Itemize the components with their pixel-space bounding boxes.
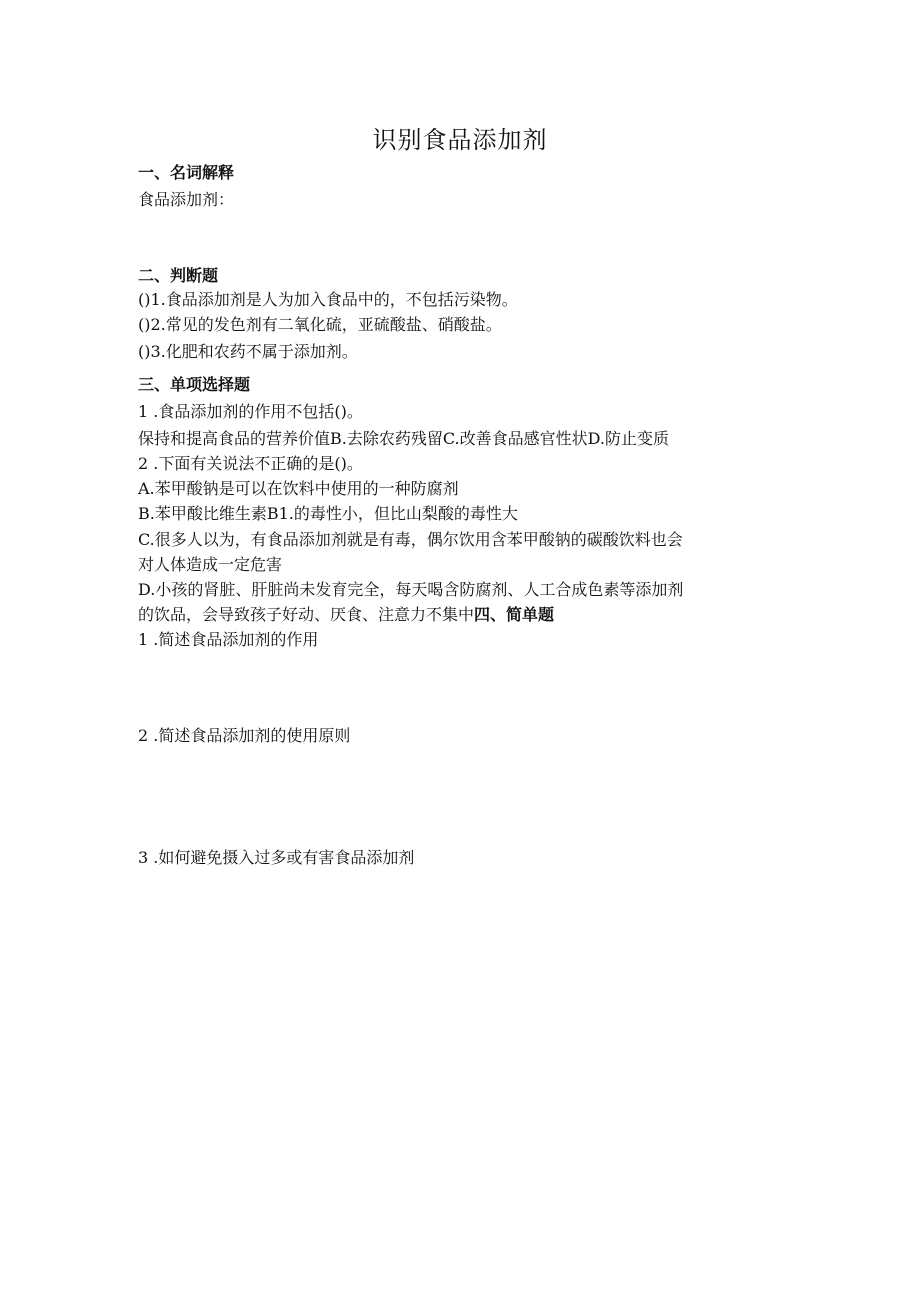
short-answer-question-3: 3 .如何避免摄入过多或有害食品添加剂 [138,848,415,867]
section-heading-short-answer: 四、简单题 [474,605,555,624]
section-heading-true-false: 二、判断题 [138,266,219,285]
choice-question-2-option-d-line-1: D.小孩的肾脏、肝脏尚未发育完全，每天喝含防腐剂、人工合成色素等添加剂 [138,580,684,599]
choice-question-2-option-c-line-2: 对人体造成一定危害 [138,555,283,574]
definition-item: 食品添加剂： [138,190,235,209]
true-false-question-2: ()2.常见的发色剂有二氧化硫，亚硫酸盐、硝酸盐。 [138,315,502,334]
option-d-text: 的饮品，会导致孩子好动、厌食、注意力不集中 [138,605,475,624]
section-heading-multiple-choice: 三、单项选择题 [138,375,251,394]
short-answer-question-1: 1 .简述食品添加剂的作用 [138,630,319,649]
choice-question-2-option-b: B.苯甲酸比维生素B1.的毒性小，但比山梨酸的毒性大 [138,504,518,523]
short-answer-question-2: 2 .简述食品添加剂的使用原则 [138,726,351,745]
section-heading-definitions: 一、名词解释 [138,163,235,182]
choice-question-2-option-a: A.苯甲酸钠是可以在饮料中使用的一种防腐剂 [138,479,459,498]
true-false-question-3: ()3.化肥和农药不属于添加剂。 [138,342,358,361]
choice-question-2-option-c-line-1: C.很多人以为，有食品添加剂就是有毒，偶尔饮用含苯甲酸钠的碳酸饮料也会 [138,530,683,549]
choice-question-1: 1 .食品添加剂的作用不包括()。 [138,402,363,421]
choice-question-2: 2 .下面有关说法不正确的是()。 [138,454,363,473]
choice-question-2-option-d-line-2 [138,603,778,627]
document-title: 识别食品添加剂 [372,126,548,154]
true-false-question-1: ()1.食品添加剂是人为加入食品中的，不包括污染物。 [138,290,518,309]
choice-question-1-options: 保持和提高食品的营养价值B.去除农药残留C.改善食品感官性状D.防止变质 [138,429,669,448]
